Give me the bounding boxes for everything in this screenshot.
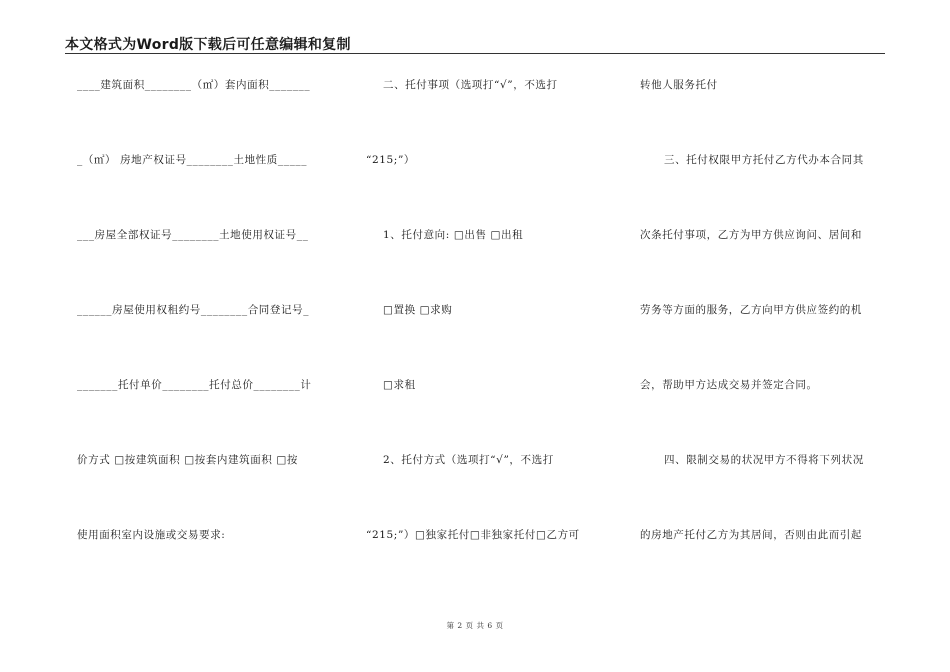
document-header-title: 本文格式为Word版下载后可任意编辑和复制	[65, 37, 351, 53]
header-divider	[65, 53, 885, 54]
text-line: □求租	[383, 379, 416, 391]
text-line: □置换 □求购	[383, 304, 453, 316]
text-line: “215;”）	[366, 154, 416, 166]
text-line: 2、托付方式（选项打“√”，不选打	[383, 454, 554, 466]
page-number-footer: 第 2 页 共 6 页	[446, 621, 504, 630]
text-line: 劳务等方面的服务，乙方向甲方供应签约的机	[640, 304, 862, 316]
text-line: 1、托付意向: □出售 □出租	[383, 229, 524, 241]
text-line: “215;”）□独家托付□非独家托付□乙方可	[366, 529, 580, 541]
text-line: 的房地产托付乙方为其居间，否则由此而引起	[640, 529, 862, 541]
text-line: 次条托付事项，乙方为甲方供应询问、居间和	[640, 229, 862, 241]
text-line: ______房屋使用权租约号________合同登记号_	[77, 304, 310, 316]
text-line: ___房屋全部权证号________土地使用权证号__	[77, 229, 309, 241]
text-line: 使用面积室内设施或交易要求:	[77, 529, 226, 541]
text-line: _（㎡） 房地产权证号________土地性质_____	[77, 154, 308, 166]
text-line: _______托付单价________托付总价________计	[77, 379, 312, 391]
text-line: 二、托付事项（选项打“√”，不选打	[383, 79, 558, 91]
text-line: ____建筑面积________（㎡）套内面积_______	[77, 79, 311, 91]
text-line: 会，帮助甲方达成交易并签定合同。	[640, 379, 818, 391]
text-line: 价方式 □按建筑面积 □按套内建筑面积 □按	[77, 454, 298, 466]
text-line: 四、限制交易的状况甲方不得将下列状况	[664, 454, 864, 466]
text-line: 三、托付权限甲方托付乙方代办本合同其	[664, 154, 864, 166]
text-line: 转他人服务托付	[640, 79, 718, 91]
